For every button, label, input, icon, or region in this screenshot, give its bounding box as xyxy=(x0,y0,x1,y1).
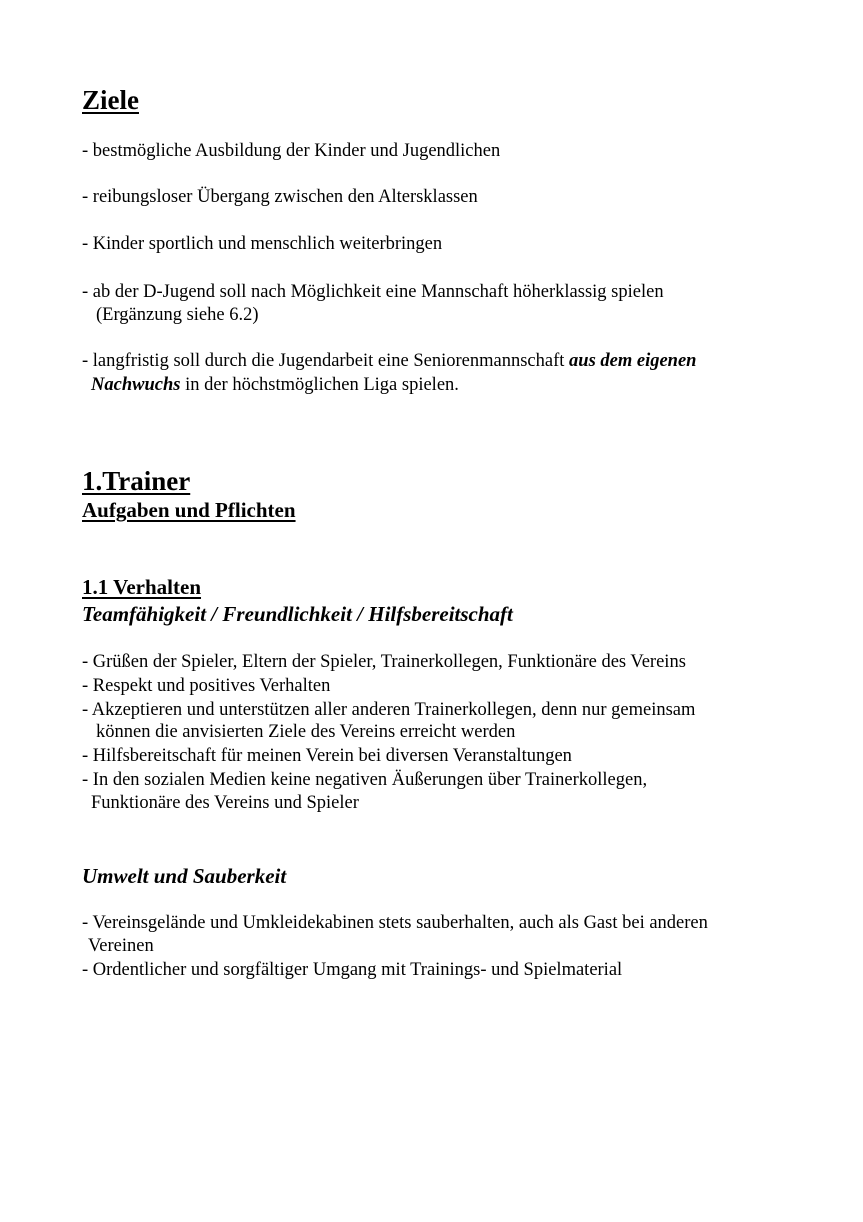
ziele-item-1: - bestmögliche Ausbildung der Kinder und Jugendlichen xyxy=(82,141,501,161)
verhalten-line-1: - Grüßen der Spieler, Eltern der Spieler, Trainerkollegen, Funktionäre des Vereins xyxy=(82,652,686,672)
ziele-item-5-line-2 xyxy=(91,374,459,396)
verhalten-line-5: - Hilfsbereitschaft für meinen Verein bei diversen Veranstaltungen xyxy=(82,746,572,766)
verhalten-line-6: - In den sozialen Medien keine negativen Äußerungen über Trainerkollegen, xyxy=(82,770,648,790)
subheading-teamfaehigkeit: Teamfähigkeit / Freundlichkeit / Hilfsbereitschaft xyxy=(82,602,513,626)
ziele-item-4-continuation: (Ergänzung siehe 6.2) xyxy=(96,305,259,325)
ziele-item-5-line-1 xyxy=(82,350,696,372)
subheading-aufgaben: Aufgaben und Pflichten xyxy=(82,498,296,522)
ziele-item-5-emphasis-2: Nachwuchs xyxy=(91,375,181,395)
heading-umwelt: Umwelt und Sauberkeit xyxy=(82,864,287,888)
verhalten-line-7: Funktionäre des Vereins und Spieler xyxy=(91,793,359,813)
heading-trainer: 1.Trainer xyxy=(82,466,191,496)
ziele-item-3: - Kinder sportlich und menschlich weiterbringen xyxy=(82,234,443,254)
verhalten-line-2: - Respekt und positives Verhalten xyxy=(82,676,331,696)
verhalten-line-3: - Akzeptieren und unterstützen aller anderen Trainerkollegen, denn nur gemeinsam xyxy=(82,700,696,720)
heading-ziele: Ziele xyxy=(82,85,139,115)
umwelt-line-1: - Vereinsgelände und Umkleidekabinen stets sauberhalten, auch als Gast bei anderen xyxy=(82,913,708,933)
ziele-item-4: - ab der D-Jugend soll nach Möglichkeit eine Mannschaft höherklassig spielen xyxy=(82,282,664,302)
ziele-item-5-text-2: in der höchstmöglichen Liga spielen. xyxy=(180,375,459,395)
verhalten-line-4: können die anvisierten Ziele des Vereins erreicht werden xyxy=(96,722,516,742)
umwelt-line-2: Vereinen xyxy=(88,936,154,956)
heading-verhalten: 1.1 Verhalten xyxy=(82,575,202,599)
ziele-item-2: - reibungsloser Übergang zwischen den Altersklassen xyxy=(82,187,478,207)
ziele-item-5-text: - langfristig soll durch die Jugendarbeit eine Seniorenmannschaft xyxy=(82,351,570,371)
ziele-item-5-emphasis: aus dem eigenen xyxy=(569,351,697,371)
umwelt-line-3: - Ordentlicher und sorgfältiger Umgang mit Trainings- und Spielmaterial xyxy=(82,960,623,980)
